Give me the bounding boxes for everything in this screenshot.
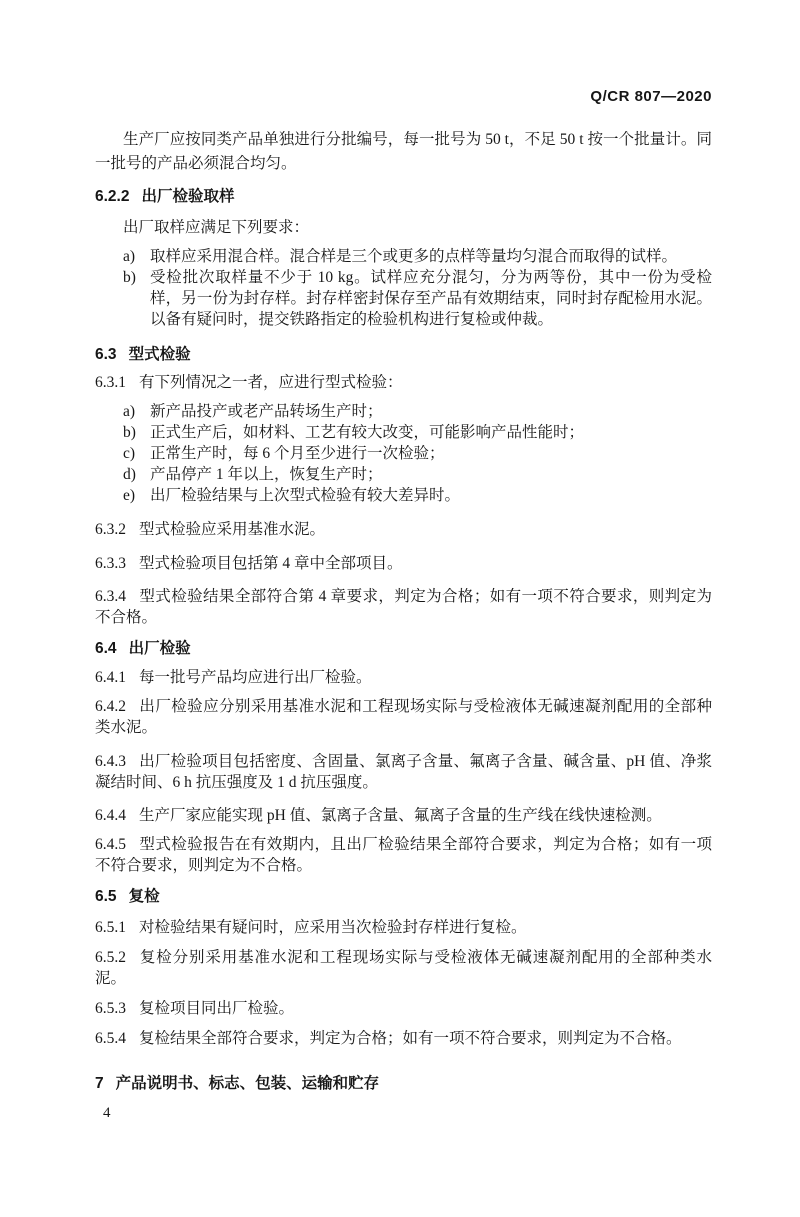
clause-text: 每一批号产品均应进行出厂检验。 (139, 669, 372, 686)
lead-paragraph-6-2-2: 出厂取样应满足下列要求： (123, 219, 310, 236)
section-heading-6-2-2 (95, 186, 712, 207)
section-title: 复检 (128, 888, 160, 905)
list-item (123, 267, 712, 330)
standard-number: Q/CR 807—2020 (590, 88, 712, 105)
clause-6-4-4 (95, 805, 712, 826)
clause-number: 6.3.4 (95, 588, 126, 605)
section-number: 6.4 (95, 640, 117, 657)
clause-6-5-2 (95, 947, 712, 989)
clause-text: 型式检验应采用基准水泥。 (139, 521, 326, 538)
clause-6-3-3 (95, 553, 712, 574)
item-text: 出厂检验结果与上次型式检验有较大差异时。 (150, 487, 461, 504)
clause-number: 6.3.2 (95, 521, 126, 538)
section-heading-6-4 (95, 638, 712, 659)
clause-6-4-2 (95, 696, 712, 738)
clause-number: 6.5.1 (95, 919, 126, 936)
list-item (123, 246, 712, 267)
clause-6-4-3 (95, 751, 712, 793)
clause-6-4-1 (95, 667, 712, 688)
list-6-2-2 (95, 246, 712, 330)
clause-number: 6.4.1 (95, 669, 126, 686)
clause-text: 有下列情况之一者，应进行型式检验： (139, 374, 403, 391)
item-text: 正式生产后，如材料、工艺有较大改变，可能影响产品性能时； (150, 424, 585, 441)
section-number: 6.2.2 (95, 188, 130, 205)
clause-text: 复检结果全部符合要求，判定为合格；如有一项不符合要求，则判定为不合格。 (139, 1030, 682, 1047)
item-marker: d) (123, 466, 136, 483)
clause-6-5-4 (95, 1028, 712, 1049)
list-6-3-1 (95, 401, 712, 506)
clause-text: 型式检验结果全部符合第 4 章要求，判定为合格；如有一项不符合要求，则判定为不合格。 (95, 588, 712, 626)
clause-number: 6.3.3 (95, 555, 126, 572)
clause-text: 出厂检验应分别采用基准水泥和工程现场实际与受检液体无碱速凝剂配用的全部种类水泥。 (95, 698, 712, 736)
clause-6-3-2 (95, 519, 712, 540)
section-heading-6-5 (95, 886, 712, 907)
item-text: 受检批次取样量不少于 10 kg。试样应充分混匀，分为两等份，其中一份为受检样，另一份为封存样。封存样密封保存至产品有效期结束，同时封存配检用水泥。以备有疑问时，提交铁路指定的检验机构进行复检或仲裁。 (150, 269, 712, 328)
clause-number: 6.5.4 (95, 1030, 126, 1047)
section-number: 6.3 (95, 346, 117, 363)
clause-6-5-1 (95, 917, 712, 938)
document-page (0, 86, 800, 1217)
clause-number: 6.5.2 (95, 949, 126, 966)
clause-number: 6.4.2 (95, 698, 126, 715)
clause-number: 6.4.5 (95, 836, 126, 853)
section-heading-7 (95, 1073, 712, 1094)
item-marker: c) (123, 445, 136, 462)
section-number: 7 (95, 1075, 104, 1092)
page-number: 4 (103, 1105, 111, 1121)
clause-6-5-3 (95, 998, 712, 1019)
clause-text: 型式检验报告在有效期内，且出厂检验结果全部符合要求，判定为合格；如有一项不符合要求，则判定为不合格。 (95, 836, 712, 874)
item-marker: e) (123, 487, 136, 504)
clause-6-4-5 (95, 834, 712, 876)
item-text: 取样应采用混合样。混合样是三个或更多的点样等量均匀混合而取得的试样。 (150, 248, 678, 265)
list-item (123, 464, 712, 485)
list-item (123, 485, 712, 506)
clause-text: 对检验结果有疑问时，应采用当次检验封存样进行复检。 (139, 919, 527, 936)
section-title: 出厂检验取样 (141, 188, 235, 205)
item-marker: a) (123, 248, 136, 265)
clause-text: 型式检验项目包括第 4 章中全部项目。 (139, 555, 403, 572)
list-item (123, 443, 712, 464)
clause-text: 复检项目同出厂检验。 (139, 1000, 295, 1017)
clause-text: 出厂检验项目包括密度、含固量、氯离子含量、氟离子含量、碱含量、pH 值、净浆凝结时间、6 h 抗压强度及 1 d 抗压强度。 (95, 753, 712, 791)
item-marker: b) (123, 424, 136, 441)
clause-number: 6.3.1 (95, 374, 126, 391)
clause-number: 6.4.3 (95, 753, 126, 770)
clause-6-3-1 (95, 372, 712, 393)
section-title: 产品说明书、标志、包装、运输和贮存 (115, 1075, 380, 1092)
intro-paragraph: 生产厂应按同类产品单独进行分批编号，每一批号为 50 t，不足 50 t 按一个批量计。同一批号的产品必须混合均匀。 (95, 131, 712, 172)
clause-number: 6.4.4 (95, 807, 126, 824)
section-title: 型式检验 (128, 346, 191, 363)
item-text: 正常生产时，每 6 个月至少进行一次检验； (150, 445, 445, 462)
section-title: 出厂检验 (128, 640, 191, 657)
item-marker: a) (123, 403, 136, 420)
clause-text: 复检分别采用基准水泥和工程现场实际与受检液体无碱速凝剂配用的全部种类水泥。 (95, 949, 712, 987)
clause-text: 生产厂家应能实现 pH 值、氯离子含量、氟离子含量的生产线在线快速检测。 (139, 807, 662, 824)
clause-6-3-4 (95, 586, 712, 628)
section-heading-6-3 (95, 344, 712, 365)
item-marker: b) (123, 269, 136, 286)
list-item (123, 422, 712, 443)
item-text: 新产品投产或老产品转场生产时； (150, 403, 383, 420)
section-number: 6.5 (95, 888, 117, 905)
item-text: 产品停产 1 年以上，恢复生产时； (150, 466, 383, 483)
clause-number: 6.5.3 (95, 1000, 126, 1017)
list-item (123, 401, 712, 422)
